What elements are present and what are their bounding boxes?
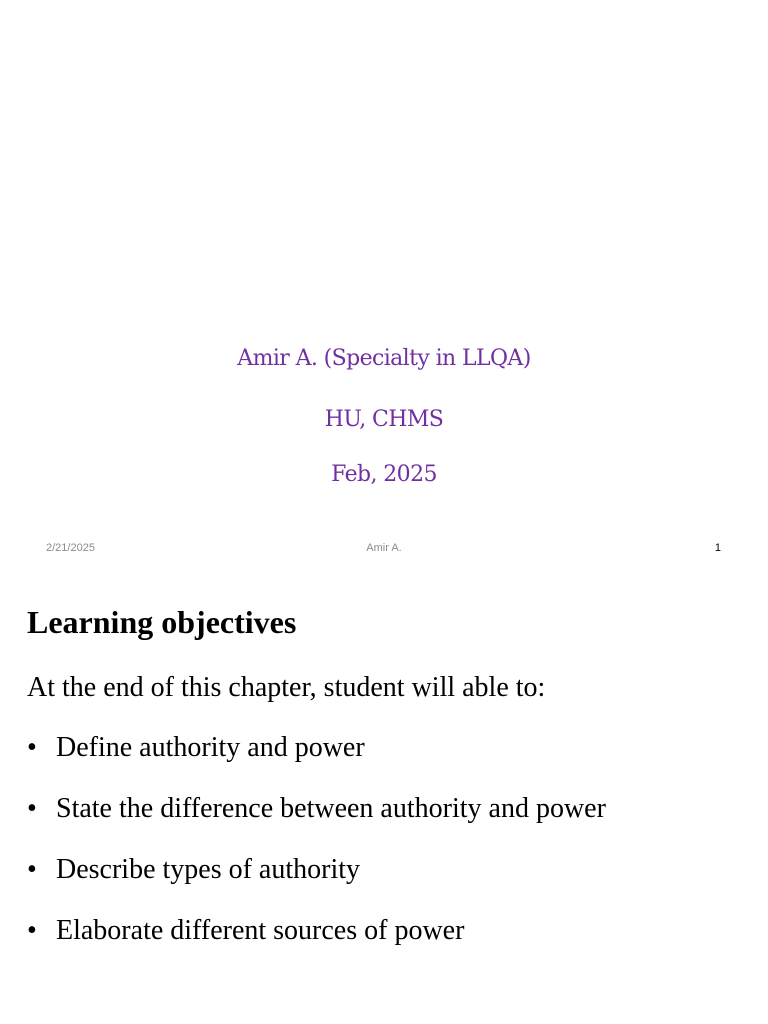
presentation-date: Feb, 2025 <box>331 462 437 487</box>
objective-text: Define authority and power <box>56 732 365 763</box>
objective-text: Elaborate different sources of power <box>56 915 465 946</box>
objective-text: State the difference between authority and power <box>56 793 606 824</box>
institution: HU, CHMS <box>324 407 444 432</box>
objective-text: Describe types of authority <box>56 854 361 885</box>
intro-text: At the end of this chapter, student will able to: <box>27 672 546 703</box>
bullet-icon: • <box>27 854 37 885</box>
bullet-icon: • <box>27 793 37 824</box>
slide-number: 1 <box>714 542 721 554</box>
footer-author: Amir A. <box>366 542 402 554</box>
bullet-icon: • <box>27 915 37 946</box>
bullet-icon: • <box>27 732 37 763</box>
author-name: Amir A. (Specialty in LLQA) <box>237 346 531 371</box>
slide-heading: Learning objectives <box>27 604 297 640</box>
footer-date: 2/21/2025 <box>46 542 95 554</box>
objectives-slide <box>0 575 768 1024</box>
